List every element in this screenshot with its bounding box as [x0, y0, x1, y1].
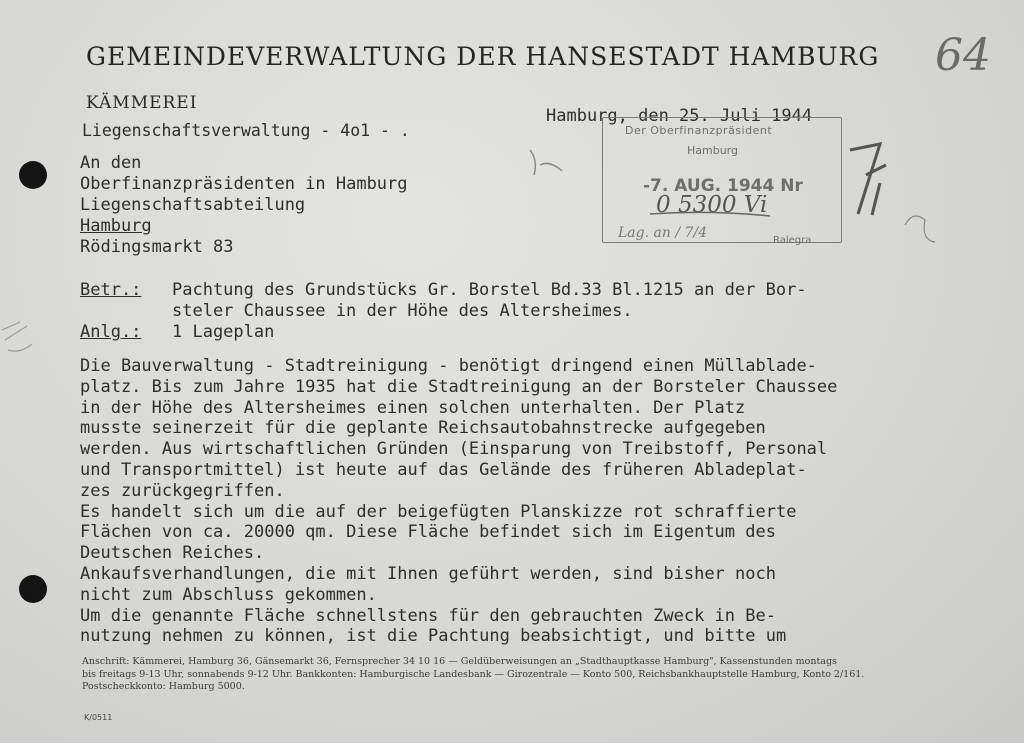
handwritten-page-number: 64 — [935, 30, 991, 81]
handwritten-stamp-note: Lag. an / 7/4 — [618, 225, 708, 241]
body-line: Es handelt sich um die auf der beigefügten Planskizze rot schraffierte — [80, 501, 797, 522]
address-line: Liegenschaftsabteilung — [80, 195, 306, 215]
body-line: nicht zum Abschluss gekommen. — [80, 584, 377, 605]
stamp-date: -7. AUG. 1944 Nr — [643, 176, 803, 196]
department-name: KÄMMEREI — [86, 93, 198, 113]
stamp-registry: Ralegra — [773, 235, 812, 246]
handwritten-margin-mark — [2, 322, 32, 351]
stamp-city: Hamburg — [687, 144, 738, 157]
letterhead: GEMEINDEVERWALTUNG DER HANSESTADT HAMBURG — [86, 42, 880, 71]
handwritten-mark-seven — [850, 144, 886, 214]
footer-line: Anschrift: Kämmerei, Hamburg 36, Gänsemarkt 36, Fernsprecher 34 10 16 — Geldüberweisungen an „Stadthauptkasse Hamburg", Kassenstunden montags — [82, 656, 837, 667]
handwritten-mark-left — [530, 150, 562, 175]
body-line: werden. Aus wirtschaftlichen Gründen (Einsparung von Treibstoff, Personal — [80, 439, 828, 460]
stamp-authority: Der Oberfinanzpräsident — [625, 124, 773, 137]
handwritten-mark-slash — [872, 183, 880, 215]
body-line: Deutschen Reiches. — [80, 543, 265, 564]
punch-hole-bottom — [19, 575, 47, 603]
address-city: Hamburg — [80, 216, 152, 236]
body-line: nutzung nehmen zu können, ist die Pachtung beabsichtigt, und bitte um — [80, 626, 787, 647]
body-line: musste seinerzeit für die geplante Reichsautobahnstrecke aufgegeben — [80, 418, 766, 439]
subject-label: Betr.: — [80, 280, 142, 300]
body-line: platz. Bis zum Jahre 1935 hat die Stadtreinigung an der Borsteler Chaussee — [80, 376, 838, 397]
date-line: Hamburg, den 25. Juli 1944 — [546, 106, 813, 126]
footer-line: bis freitags 9-13 Uhr, sonnabends 9-12 Uhr. Bankkonten: Hamburgische Landesbank — Girozentrale — Konto 500, Reichsbankhauptstelle Hamburg, Konto 2/161. — [82, 668, 865, 680]
body-line: Ankaufsverhandlungen, die mit Ihnen geführt werden, sind bisher noch — [80, 563, 776, 584]
address-line: An den — [80, 153, 142, 173]
enclosure-text: 1 Lageplan — [172, 322, 275, 342]
body-line: in der Höhe des Altersheimes einen solchen unterhalten. Der Platz — [80, 397, 746, 418]
subject-block — [80, 280, 807, 343]
body-line: Flächen von ca. 20000 qm. Diese Fläche befindet sich im Eigentum des — [80, 522, 776, 543]
letterhead-footer — [82, 656, 864, 694]
footer-line: Postscheckkonto: Hamburg 5000. — [82, 681, 245, 692]
body-line: zes zurückgegriffen. — [80, 480, 285, 501]
letter-body — [80, 356, 837, 647]
recipient-address — [80, 153, 408, 258]
reference-line: Liegenschaftsverwaltung - 4o1 - . — [82, 121, 410, 140]
enclosure-label: Anlg.: — [80, 322, 142, 342]
body-line: Um die genannte Fläche schnellstens für den gebrauchten Zweck in Be- — [80, 605, 776, 626]
subject-line-2: steler Chaussee in der Höhe des Altersheimes. — [172, 301, 633, 321]
handwritten-mark-right — [905, 216, 935, 242]
subject-line-1: Pachtung des Grundstücks Gr. Borstel Bd.33 Bl.1215 an der Bor- — [172, 280, 807, 300]
handwritten-file-number: 0 5300 Vi — [656, 192, 768, 218]
address-line: Oberfinanzpräsidenten in Hamburg — [80, 174, 408, 194]
form-number: K/0511 — [84, 713, 113, 722]
punch-hole-top — [19, 161, 47, 189]
body-line: Die Bauverwaltung - Stadtreinigung - benötigt dringend einen Müllablade- — [80, 356, 817, 376]
address-street: Rödingsmarkt 83 — [80, 237, 234, 257]
body-line: und Transportmittel) ist heute auf das Gelände des früheren Abladeplat- — [80, 459, 807, 480]
